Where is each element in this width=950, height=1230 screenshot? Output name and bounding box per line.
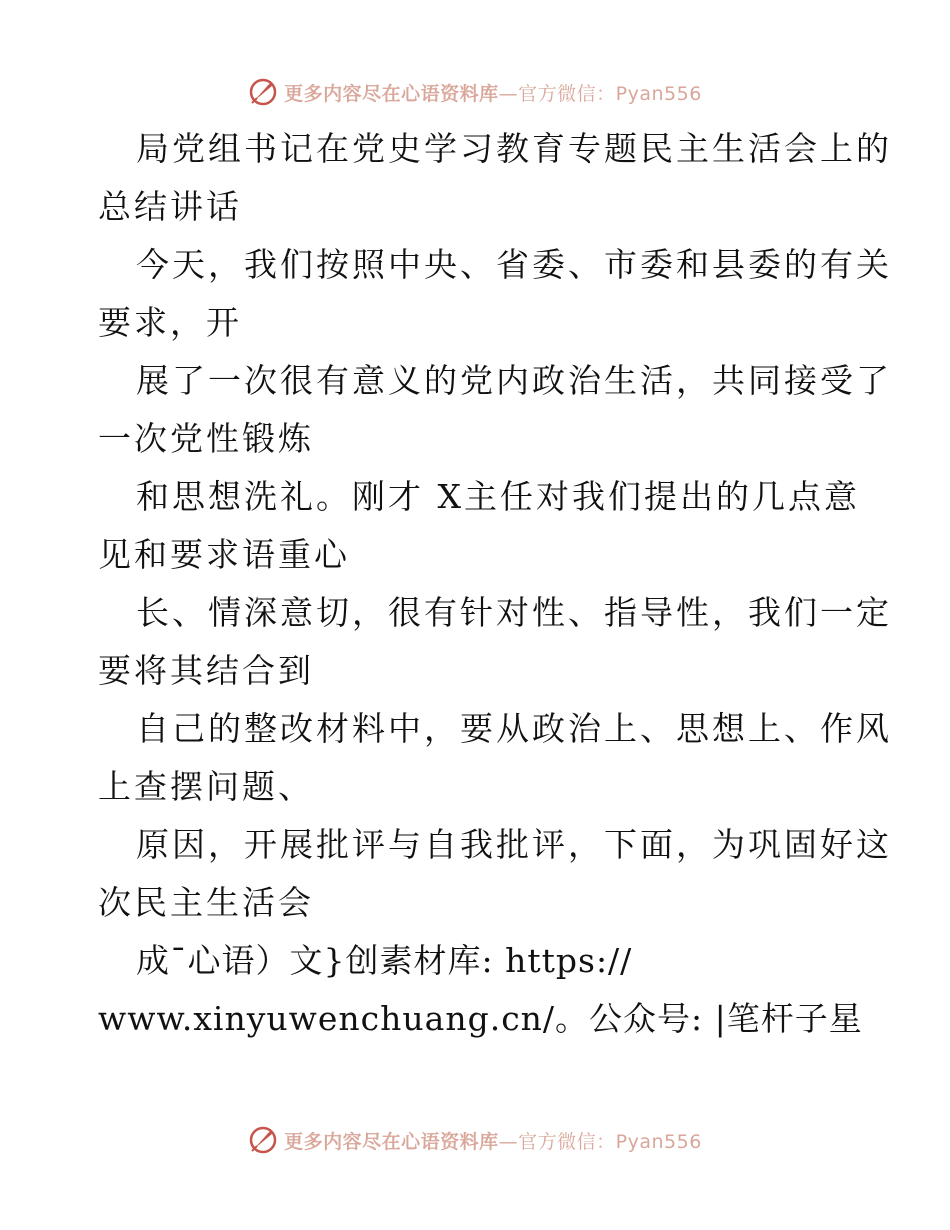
title-line-1: 局党组书记在党史学习教育专题民主生活会上的 — [136, 129, 892, 168]
footer-separator: — — [498, 1130, 519, 1153]
paragraph-line: 上查摆问题、 — [98, 767, 314, 806]
url-line: www.xinyuwenchuang.cn/。公众号: |笔杆子星 — [98, 999, 863, 1038]
header-separator: — — [498, 82, 519, 105]
paragraph-line: 今天，我们按照中央、省委、市委和县委的有关 — [136, 245, 892, 284]
paragraph-line: 一次党性锻炼 — [98, 419, 314, 458]
paragraph-line: 要将其结合到 — [98, 651, 314, 690]
header-wechat-text: 官方微信：Pyan556 — [518, 82, 702, 105]
paragraph-line: 次民主生活会 — [98, 883, 314, 922]
title-line-2: 总结讲话 — [98, 187, 242, 226]
paragraph-line: 见和要求语重心 — [98, 535, 350, 574]
header-banner — [0, 72, 950, 112]
paragraph-line: 展了一次很有意义的党内政治生活，共同接受了 — [136, 361, 892, 400]
paragraph-line: 自己的整改材料中，要从政治上、思想上、作风 — [136, 709, 892, 748]
footer-banner-text — [284, 1127, 702, 1154]
paragraph-line: 原因，开展批评与自我批评，下面，为巩固好这 — [136, 825, 892, 864]
footer-wechat-text: 官方微信：Pyan556 — [518, 1130, 702, 1153]
paragraph-line: 长、情深意切，很有针对性、指导性，我们一定 — [136, 593, 892, 632]
header-banner-text — [284, 79, 702, 106]
document-body — [98, 120, 892, 1048]
footer-banner — [0, 1120, 950, 1160]
footer-site-text: 更多内容尽在心语资料库 — [284, 1130, 499, 1153]
feather-pen-circle-icon — [248, 77, 278, 107]
header-site-text: 更多内容尽在心语资料库 — [284, 82, 499, 105]
paragraph-line: 要求，开 — [98, 303, 242, 342]
source-line: 成¯心语）文}创素材库: https:// — [136, 941, 633, 980]
paragraph-line: 和思想洗礼。刚才 X主任对我们提出的几点意 — [136, 477, 860, 516]
feather-pen-circle-icon — [248, 1125, 278, 1155]
